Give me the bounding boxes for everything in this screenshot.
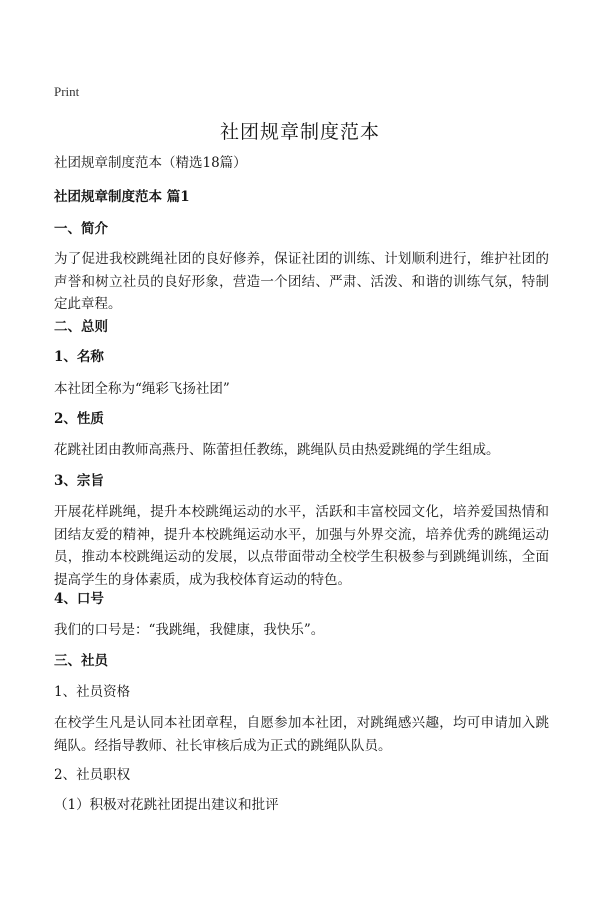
- qualification-paragraph: 在校学生凡是认同本社团章程，自愿参加本社团，对跳绳感兴趣，均可申请加入跳绳队。经指导教师、社长审核后成为正式的跳绳队队员。: [54, 715, 549, 754]
- section-heading-general: 二、总则: [54, 319, 108, 335]
- item-heading-qualification: 1、社员资格: [54, 684, 131, 700]
- name-paragraph: 本社团全称为“绳彩飞扬社团”: [54, 381, 230, 397]
- subtitle: 社团规章制度范本（精选18篇）: [54, 155, 247, 171]
- item-heading-purpose: 3、宗旨: [54, 473, 104, 489]
- slogan-paragraph: 我们的口号是：“我跳绳，我健康，我快乐”。: [54, 622, 325, 638]
- print-label: Print: [54, 84, 80, 99]
- purpose-paragraph: 开展花样跳绳，提升本校跳绳运动的水平，活跃和丰富校园文化，培养爱国热情和团结友爱的精神，提升本校跳绳运动水平，加强与外界交流，培养优秀的跳绳运动员，推动本校跳绳运动的发展，以点带面带动全校学生积极参与到跳绳训练，全面提高学生的身体素质，成为我校体育运动的特色。: [54, 504, 549, 588]
- section-heading-intro: 一、简介: [54, 221, 108, 237]
- item-heading-duties: 2、社员职权: [54, 767, 131, 783]
- duty-item-1: （1）积极对花跳社团提出建议和批评: [54, 797, 279, 813]
- page-title: 社团规章制度范本: [219, 121, 380, 143]
- chapter-heading: 社团规章制度范本 篇1: [54, 189, 190, 205]
- item-heading-name: 1、名称: [54, 349, 104, 365]
- nature-paragraph: 花跳社团由教师高燕丹、陈蕾担任教练，跳绳队员由热爱跳绳的学生组成。: [54, 442, 500, 458]
- section-heading-members: 三、社员: [54, 653, 108, 669]
- item-heading-nature: 2、性质: [54, 411, 104, 427]
- intro-paragraph: 为了促进我校跳绳社团的良好修养，保证社团的训练、计划顺利进行，维护社团的声誉和树立社员的良好形象，营造一个团结、严肃、活泼、和谐的训练气氛，特制定此章程。: [54, 251, 549, 312]
- item-heading-slogan: 4、口号: [54, 591, 104, 607]
